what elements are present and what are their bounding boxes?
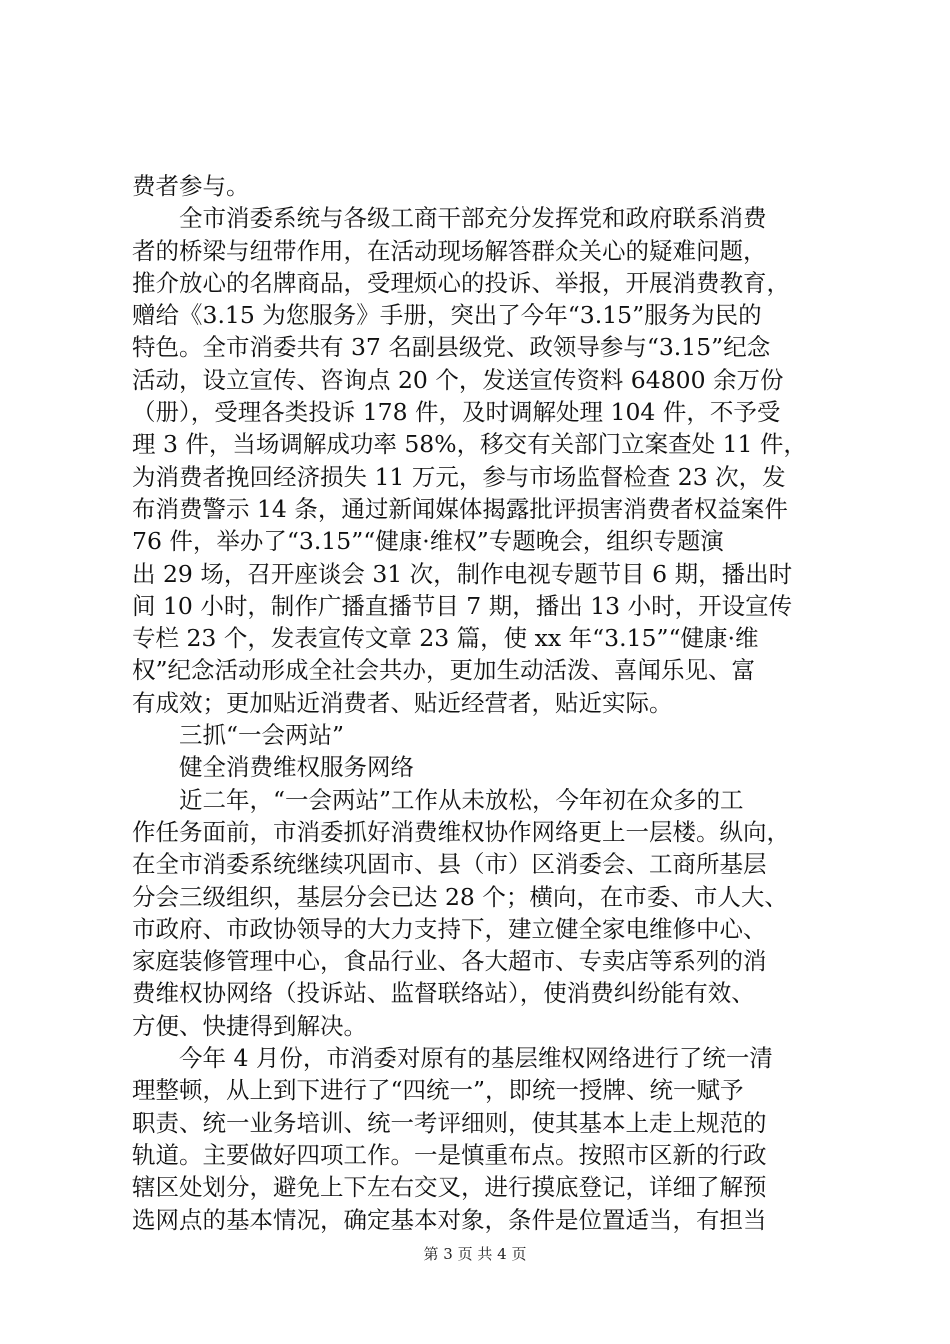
text-line: 专栏 23 个，发表宣传文章 23 篇，使 xx 年“3.15”“健康·维	[132, 624, 759, 653]
text-line: 今年 4 月份，市消委对原有的基层维权网络进行了统一清	[179, 1044, 773, 1073]
text-line: 活动，设立宣传、咨询点 20 个，发送宣传资料 64800 余万份	[132, 365, 784, 394]
text-line: 为消费者挽回经济损失 11 万元，参与市场监督检查 23 次，发	[132, 462, 786, 491]
text-line: 全市消委系统与各级工商干部充分发挥党和政府联系消费	[179, 204, 767, 233]
text-line: 作任务面前，市消委抓好消费维权协作网络更上一层楼。纵向，	[132, 817, 790, 846]
text-line: 近二年，“一会两站”工作从未放松，今年初在众多的工	[179, 785, 744, 814]
text-line: 选网点的基本情况，确定基本对象，条件是位置适当，有担当	[132, 1205, 767, 1234]
text-line: 者的桥梁与纽带作用，在活动现场解答群众关心的疑难问题，	[132, 236, 767, 265]
text-line: 在全市消委系统继续巩固市、县（市）区消委会、工商所基层	[132, 850, 767, 879]
text-line: 健全消费维权服务网络	[179, 753, 414, 782]
text-line: 76 件，举办了“3.15”“健康·维权”专题晚会，组织专题演	[132, 527, 724, 556]
text-line: 家庭装修管理中心，食品行业、各大超市、专卖店等系列的消	[132, 947, 767, 976]
text-line: 分会三级组织，基层分会已达 28 个；横向，在市委、市人大、	[132, 882, 788, 911]
text-line: 间 10 小时，制作广播直播节目 7 期，播出 13 小时，开设宣传	[132, 591, 793, 620]
text-line: 三抓“一会两站”	[179, 721, 345, 750]
text-line: 推介放心的名牌商品，受理烦心的投诉、举报，开展消费教育，	[132, 268, 790, 297]
text-line: 权”纪念活动形成全社会共办，更加生动活泼、喜闻乐见、富	[132, 656, 756, 685]
text-line: 赠给《3.15 为您服务》手册，突出了今年“3.15”服务为民的	[132, 301, 762, 330]
text-line: 费维权协网络（投诉站、监督联络站），使消费纠纷能有效、	[132, 979, 755, 1008]
text-line: 轨道。主要做好四项工作。一是慎重布点。按照市区新的行政	[132, 1140, 767, 1169]
text-line: 特色。全市消委共有 37 名副县级党、政领导参与“3.15”纪念	[132, 333, 771, 362]
document-body	[132, 170, 832, 1236]
text-line: 费者参与。	[132, 172, 250, 200]
text-line: 理 3 件，当场调解成功率 58%，移交有关部门立案查处 11 件，	[132, 430, 807, 459]
text-line: 布消费警示 14 条，通过新闻媒体揭露批评损害消费者权益案件	[132, 494, 788, 523]
text-line: 方便、快捷得到解决。	[132, 1011, 367, 1040]
text-line: 市政府、市政协领导的大力支持下，建立健全家电维修中心、	[132, 914, 767, 943]
page-footer: 第 3 页 共 4 页	[423, 1245, 527, 1263]
text-line: （册），受理各类投诉 178 件，及时调解处理 104 件，不予受	[132, 398, 781, 427]
text-line: 职责、统一业务培训、统一考评细则，使其基本上走上规范的	[132, 1108, 767, 1137]
text-line: 有成效；更加贴近消费者、贴近经营者，贴近实际。	[132, 688, 673, 717]
text-line: 辖区处划分，避免上下左右交叉，进行摸底登记，详细了解预	[132, 1173, 767, 1202]
text-line: 理整顿，从上到下进行了“四统一”，即统一授牌、统一赋予	[132, 1076, 744, 1105]
text-line: 出 29 场，召开座谈会 31 次，制作电视专题节目 6 期，播出时	[132, 559, 793, 588]
